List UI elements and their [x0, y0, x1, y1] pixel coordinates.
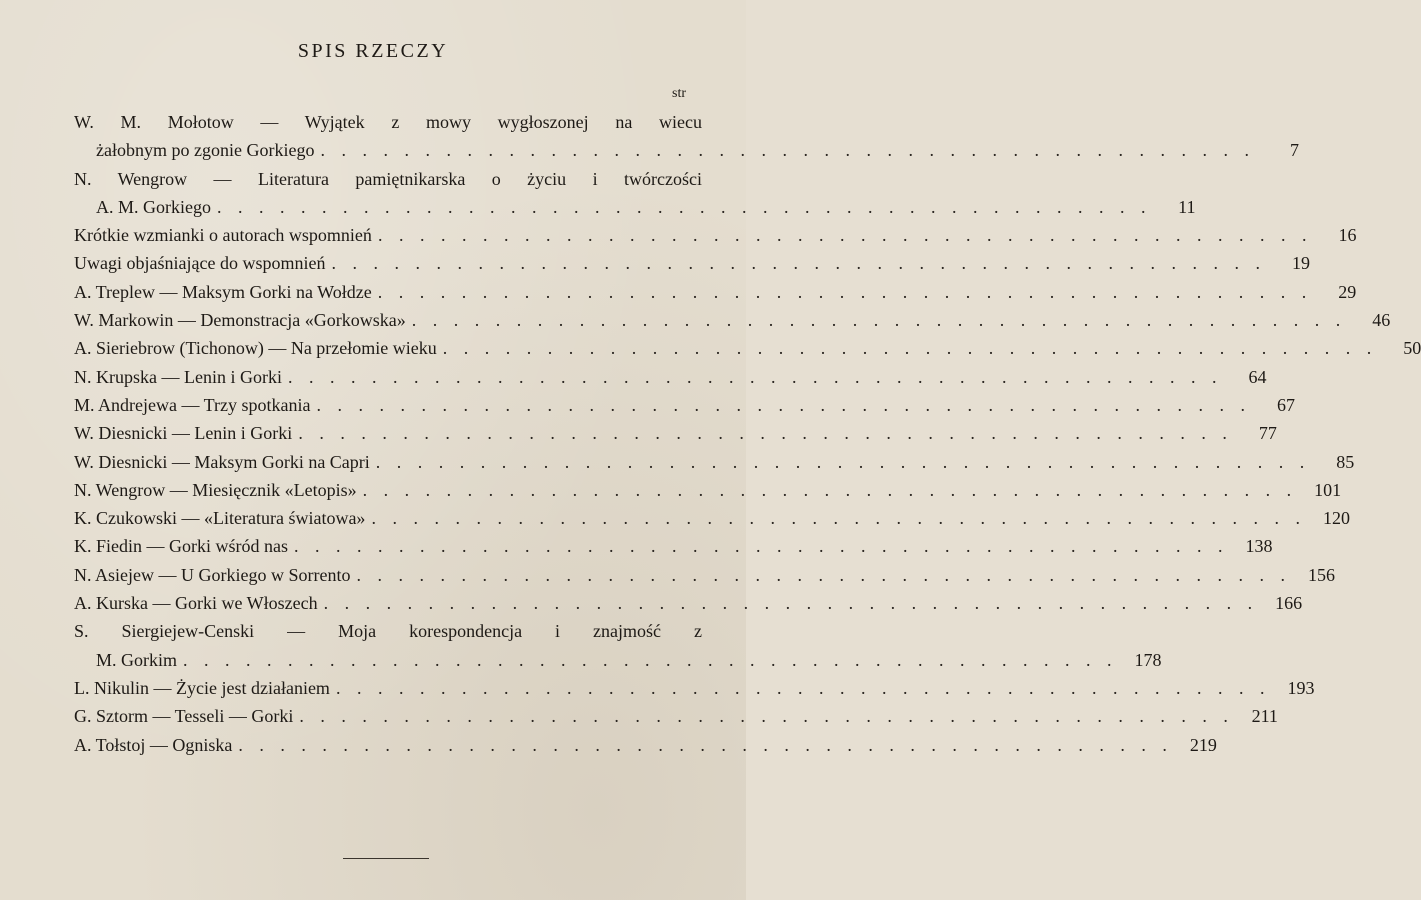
toc-entry-title: żałobnym po zgonie Gorkiego — [96, 140, 315, 161]
toc-entry-first-line: N. Wengrow — Literatura pamiętnikarska o życiu i twórczości — [74, 168, 702, 189]
toc-entry-title: Uwagi objaśniające do wspomnień — [74, 253, 326, 274]
toc-entry-page-number: 67 — [1276, 394, 1295, 415]
toc-entry — [74, 476, 1342, 504]
toc-entry-row — [74, 391, 1295, 419]
dot-leader: . . . . . . . . . . . . . . . . . . . . . . . . . . . . . . . . . . . . . . . . . . . . . — [371, 508, 1306, 529]
toc-entry-first-line: S. Siergiejew-Censki — Moja korespondencja i znajmość z — [74, 621, 702, 642]
dot-leader: . . . . . . . . . . . . . . . . . . . . . . . . . . . . . . . . . . . . . . . . . . . . . — [238, 734, 1173, 755]
toc-entry-row — [74, 702, 1278, 730]
toc-entry-page-number: 211 — [1251, 706, 1278, 727]
toc-entry-title: N. Asiejew — U Gorkiego w Sorrento — [74, 564, 351, 585]
dot-leader: . . . . . . . . . . . . . . . . . . . . . . . . . . . . . . . . . . . . . . . . . . . . . — [323, 593, 1259, 614]
toc-entry-page-number: 29 — [1338, 281, 1357, 302]
toc-entry-page-number: 77 — [1258, 423, 1277, 444]
toc-entry-title: W. Markowin — Demonstracja «Gorkowska» — [74, 310, 406, 331]
toc-entry — [74, 589, 1303, 617]
dot-leader: . . . . . . . . . . . . . . . . . . . . . . . . . . . . . . . . . . . . . . . . . . . . . — [299, 706, 1234, 727]
toc-entry — [74, 391, 1295, 419]
toc-entry-row — [74, 278, 1357, 306]
dot-leader: . . . . . . . . . . . . . . . . . . . . . . . . . . . . . . . . . . . . . . . . . . . . . — [356, 564, 1291, 585]
toc-entry-title: A. Treplew — Maksym Gorki na Wołdze — [74, 281, 372, 302]
toc-entry — [74, 448, 1355, 476]
toc-entry — [74, 702, 1278, 730]
toc-entry-row — [74, 532, 1273, 560]
toc-entry-row — [74, 731, 1217, 759]
toc-entry-title: A. Kurska — Gorki we Włoszech — [74, 593, 318, 614]
toc-entry-row — [74, 476, 1342, 504]
dot-leader: . . . . . . . . . . . . . . . . . . . . . . . . . . . . . . . . . . . . . . . . . . . . . — [377, 281, 1313, 302]
page-column-label: str — [672, 86, 686, 101]
toc-entry-title: A. Sieriebrow (Tichonow) — Na przełomie wieku — [74, 338, 437, 359]
table-of-contents — [74, 108, 1421, 759]
dot-leader: . . . . . . . . . . . . . . . . . . . . . . . . . . . . . . . . . . . . . . . . . . . . . — [331, 253, 1266, 274]
dot-leader: . . . . . . . . . . . . . . . . . . . . . . . . . . . . . . . . . . . . . . . . . . . . . — [320, 140, 1255, 161]
toc-entry-row — [74, 448, 1355, 476]
toc-entry-row — [74, 646, 1162, 674]
dot-leader: . . . . . . . . . . . . . . . . . . . . . . . . . . . . . . . . . . . . . . . . . . . . . — [183, 649, 1118, 670]
toc-entry — [74, 617, 1162, 674]
toc-entry-page-number: 101 — [1314, 479, 1342, 500]
toc-entry — [74, 249, 1310, 277]
toc-entry-row — [74, 221, 1357, 249]
toc-entry-title: N. Krupska — Lenin i Gorki — [74, 366, 282, 387]
toc-entry — [74, 165, 1196, 222]
toc-entry-title: K. Czukowski — «Literatura światowa» — [74, 508, 366, 529]
toc-entry — [74, 504, 1350, 532]
toc-entry-row — [74, 306, 1391, 334]
toc-entry-row — [74, 363, 1267, 391]
toc-entry — [74, 221, 1357, 249]
dot-leader: . . . . . . . . . . . . . . . . . . . . . . . . . . . . . . . . . . . . . . . . . . . . . — [362, 479, 1298, 500]
toc-entry-title: W. Diesnicki — Maksym Gorki na Capri — [74, 451, 370, 472]
toc-entry-page-number: 178 — [1134, 649, 1162, 670]
toc-entry-page-number: 156 — [1307, 564, 1335, 585]
dot-leader: . . . . . . . . . . . . . . . . . . . . . . . . . . . . . . . . . . . . . . . . . . . . . — [375, 451, 1311, 472]
toc-entry-title: A. Tołstoj — Ogniska — [74, 734, 233, 755]
toc-entry-page-number: 50 — [1403, 338, 1421, 359]
dot-leader: . . . . . . . . . . . . . . . . . . . . . . . . . . . . . . . . . . . . . . . . . . . . . — [411, 310, 1347, 331]
dot-leader: . . . . . . . . . . . . . . . . . . . . . . . . . . . . . . . . . . . . . . . . . . . . . — [298, 423, 1233, 444]
toc-entry — [74, 278, 1357, 306]
dot-leader: . . . . . . . . . . . . . . . . . . . . . . . . . . . . . . . . . . . . . . . . . . . . . — [377, 225, 1313, 246]
toc-entry — [74, 674, 1315, 702]
toc-entry-row — [74, 504, 1350, 532]
toc-entry — [74, 363, 1267, 391]
toc-entry-page-number: 85 — [1336, 451, 1355, 472]
toc-entry-page-number: 166 — [1275, 593, 1303, 614]
toc-entry-page-number: 120 — [1322, 508, 1350, 529]
toc-entry — [74, 561, 1335, 589]
toc-entry-row — [74, 561, 1335, 589]
toc-entry-page-number: 7 — [1289, 140, 1299, 161]
dot-leader: . . . . . . . . . . . . . . . . . . . . . . . . . . . . . . . . . . . . . . . . . . . . . — [287, 366, 1223, 387]
toc-entry — [74, 334, 1421, 362]
toc-entry-page-number: 193 — [1287, 677, 1315, 698]
toc-entry — [74, 532, 1273, 560]
toc-entry — [74, 419, 1277, 447]
toc-entry-row — [74, 674, 1315, 702]
toc-entry-row — [74, 193, 1196, 221]
toc-entry-title: Krótkie wzmianki o autorach wspomnień — [74, 225, 372, 246]
toc-entry-page-number: 19 — [1291, 253, 1310, 274]
dot-leader: . . . . . . . . . . . . . . . . . . . . . . . . . . . . . . . . . . . . . . . . . . . . . — [335, 677, 1271, 698]
toc-entry-title: A. M. Gorkiego — [96, 196, 211, 217]
toc-entry-title: M. Andrejewa — Trzy spotkania — [74, 394, 311, 415]
toc-entry-title: N. Wengrow — Miesięcznik «Letopis» — [74, 479, 357, 500]
toc-entry-title: L. Nikulin — Życie jest działaniem — [74, 677, 330, 698]
toc-entry-page-number: 16 — [1338, 225, 1357, 246]
toc-entry-page-number: 46 — [1372, 310, 1391, 331]
dot-leader: . . . . . . . . . . . . . . . . . . . . . . . . . . . . . . . . . . . . . . . . . . . . . — [442, 338, 1378, 359]
toc-entry-page-number: 11 — [1178, 196, 1196, 217]
toc-entry-page-number: 219 — [1189, 734, 1217, 755]
toc-entry-title: M. Gorkim — [96, 649, 177, 670]
toc-entry — [74, 731, 1217, 759]
toc-entry-first-line: W. M. Mołotow — Wyjątek z mowy wygłoszonej na wiecu — [74, 112, 702, 132]
toc-entry-row — [74, 589, 1303, 617]
toc-entry — [74, 306, 1391, 334]
toc-entry-page-number: 138 — [1245, 536, 1273, 557]
toc-entry-title: K. Fiedin — Gorki wśród nas — [74, 536, 288, 557]
toc-entry-row — [74, 136, 1299, 164]
dot-leader: . . . . . . . . . . . . . . . . . . . . . . . . . . . . . . . . . . . . . . . . . . . . . — [217, 196, 1152, 217]
toc-entry-title: G. Sztorm — Tesseli — Gorki — [74, 706, 294, 727]
toc-entry-row — [74, 334, 1421, 362]
dot-leader: . . . . . . . . . . . . . . . . . . . . . . . . . . . . . . . . . . . . . . . . . . . . . — [316, 394, 1251, 415]
toc-entry — [74, 108, 1299, 165]
toc-entry-row — [74, 419, 1277, 447]
toc-entry-row — [74, 249, 1310, 277]
toc-entry-title: W. Diesnicki — Lenin i Gorki — [74, 423, 293, 444]
page-title: SPIS RZECZY — [297, 40, 449, 62]
dot-leader: . . . . . . . . . . . . . . . . . . . . . . . . . . . . . . . . . . . . . . . . . . . . . — [294, 536, 1229, 557]
toc-entry-page-number: 64 — [1248, 366, 1267, 387]
bottom-rule — [343, 858, 429, 859]
